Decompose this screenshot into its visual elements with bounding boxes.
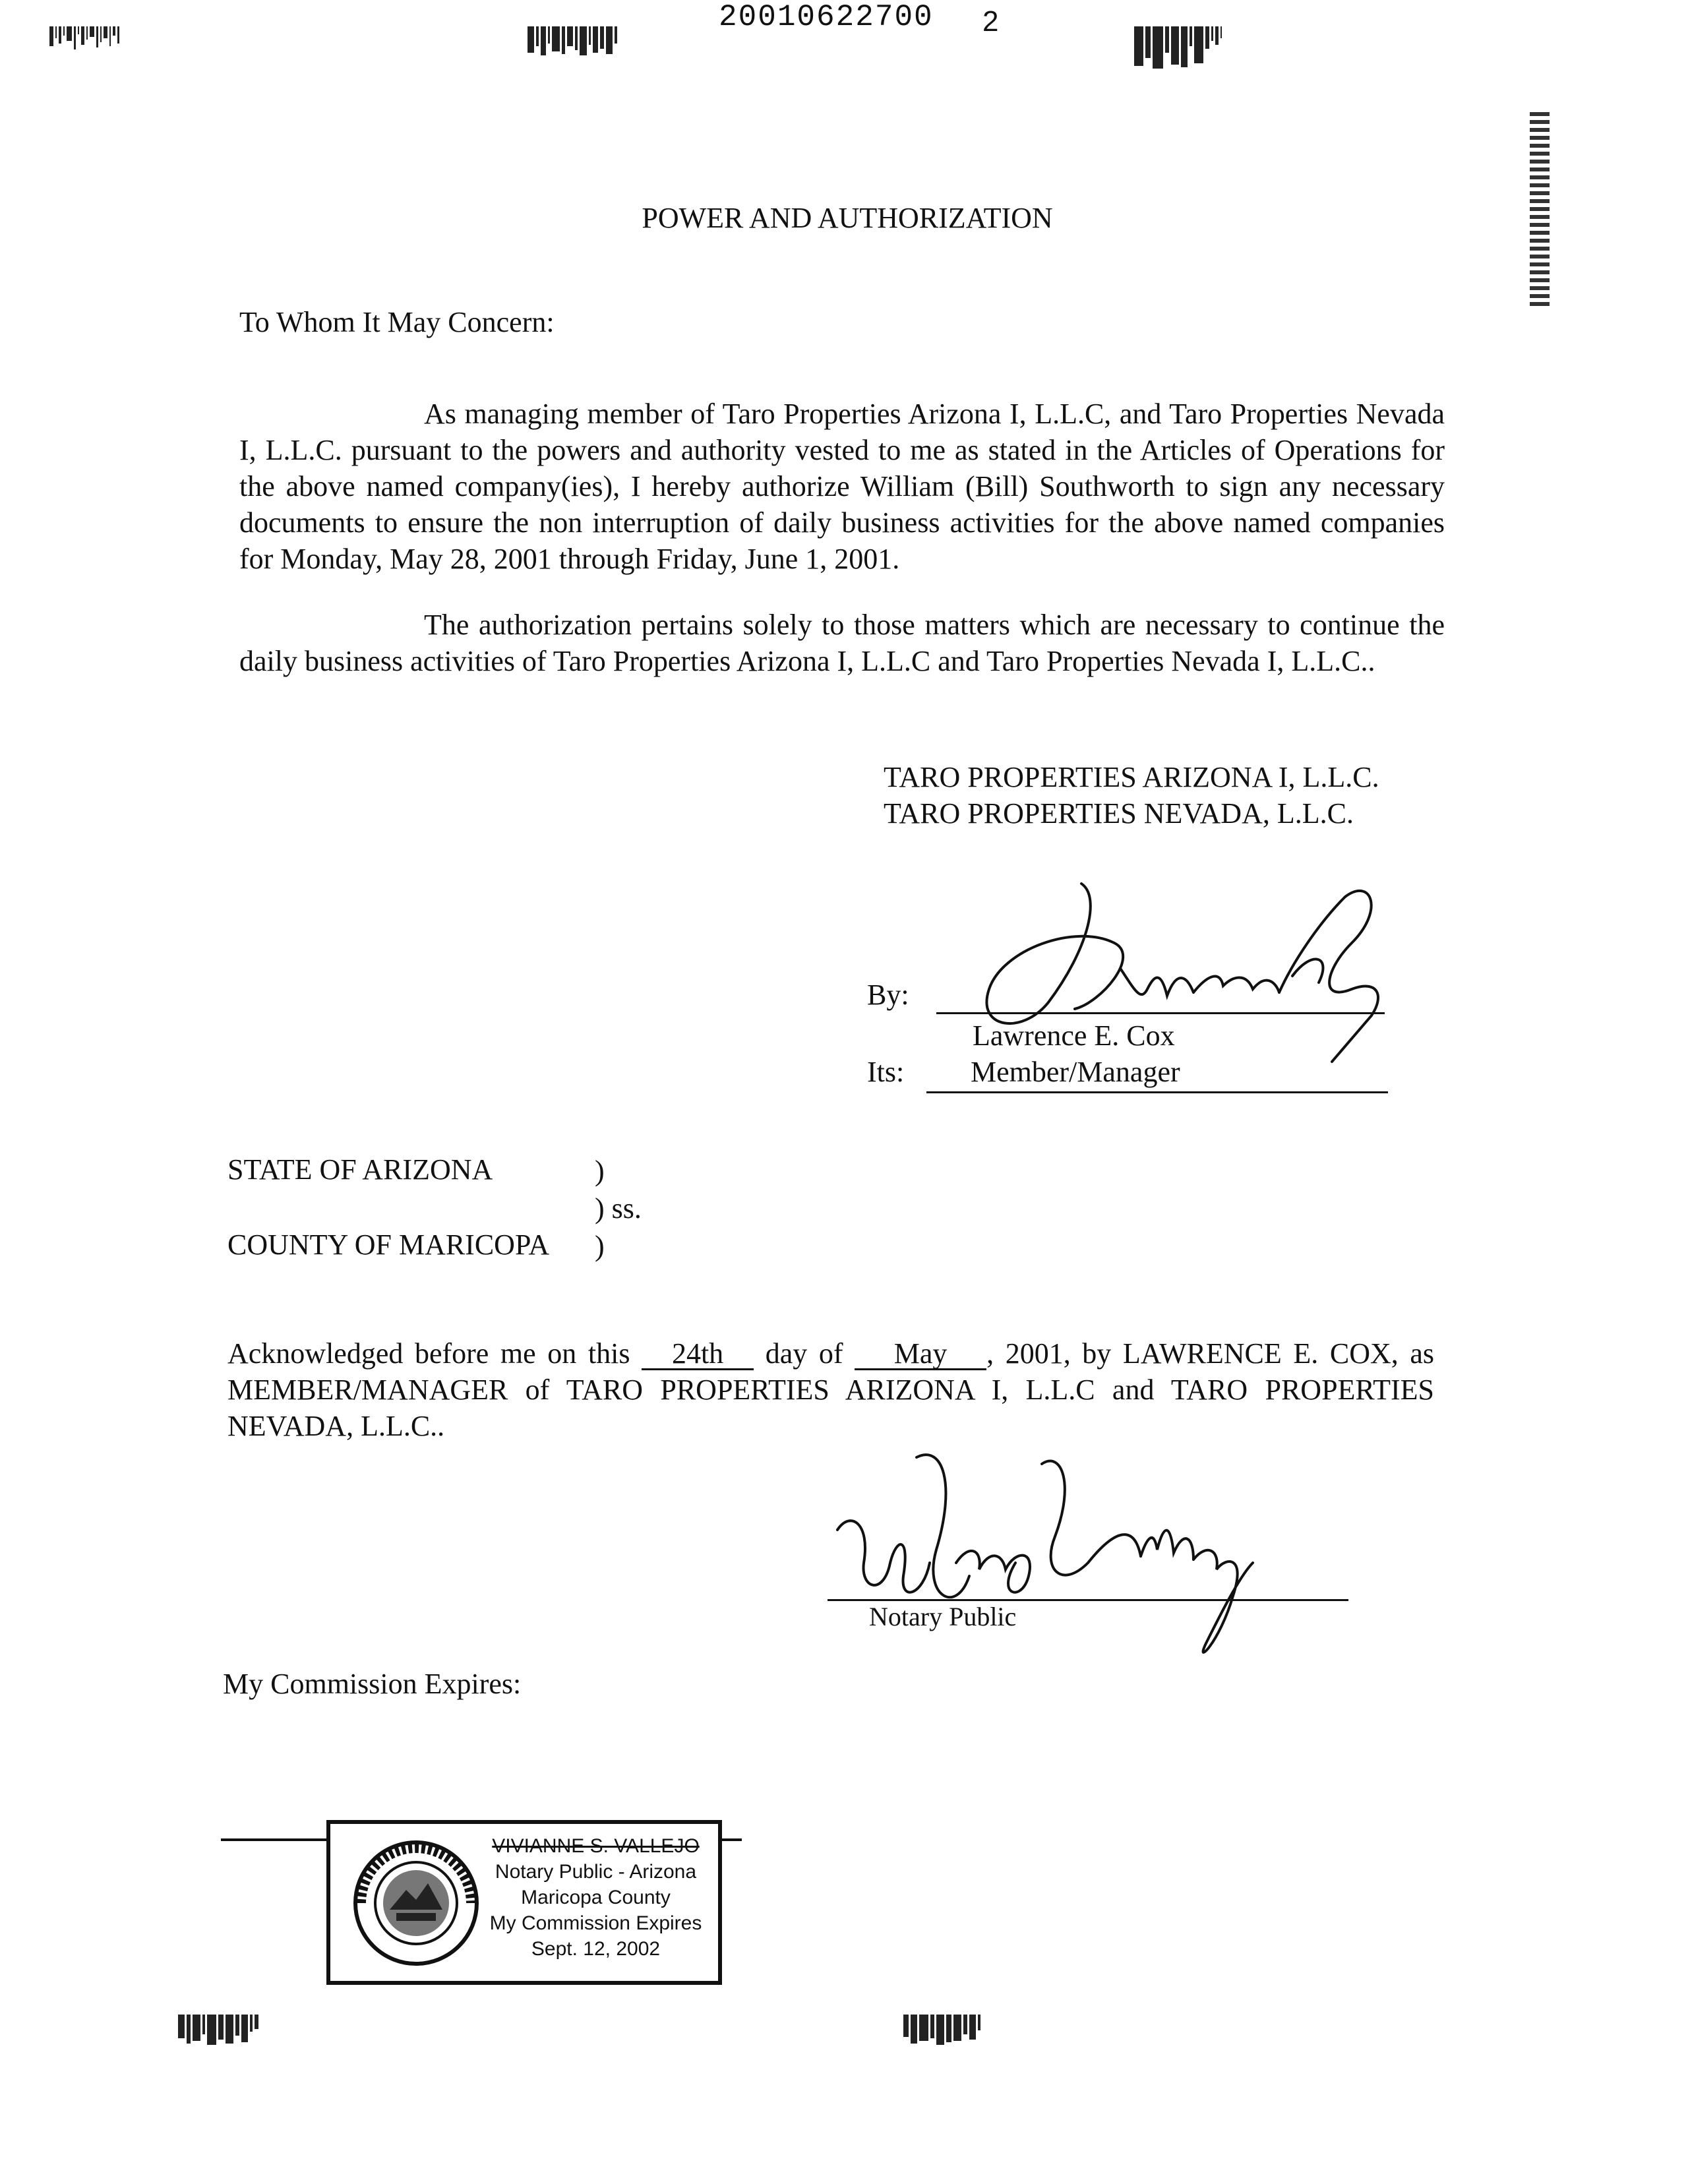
paragraph-authorization: As managing member of Taro Properties Arizona I, L.L.C, and Taro Properties Nevada I, L.L.C. pursuant to the powers and authority vested to me as stated in the Articles of Operations for the above named company(ies), I hereby authorize William (Bill) Southworth to sign any necessary documents to ensure the non interruption of daily business activities for the above named companies for Monday, May 28, 2001 through Friday, June 1, 2001.: [239, 398, 1445, 575]
acknowledgment-text: [227, 1335, 1434, 1444]
state-seal-icon: [350, 1837, 482, 1969]
stamp-commission: My Commission Expires: [489, 1912, 702, 1934]
venue-paren-bottom: ): [595, 1230, 605, 1262]
venue-county: COUNTY OF MARICOPA: [227, 1228, 550, 1261]
venue-paren-top: ): [595, 1155, 605, 1187]
document-number: 20010622700: [719, 0, 934, 34]
its-value: Member/Manager: [971, 1056, 1180, 1088]
by-label: By:: [867, 979, 909, 1011]
stamp-text: [469, 1833, 723, 1962]
document-title: POWER AND AUTHORIZATION: [642, 202, 1053, 234]
notary-stamp: [326, 1820, 722, 1985]
commission-expires-label: My Commission Expires:: [223, 1668, 522, 1700]
scan-noise-header-right: [1134, 26, 1596, 73]
scan-noise-footer-right: [903, 2015, 1273, 2061]
page-number: 2: [982, 5, 999, 38]
ack-day: 24th: [642, 1339, 754, 1370]
its-label: Its:: [867, 1056, 905, 1088]
salutation: To Whom It May Concern:: [239, 306, 555, 338]
ack-suffix: , 2001, by LAWRENCE E. COX, as MEMBER/MANAGER of TARO PROPERTIES ARIZONA I, L.L.C and TARO PROPERTIES NEVADA, L.L.C..: [227, 1337, 1435, 1442]
scan-noise-footer-left: [178, 2015, 547, 2061]
signature-notary: [824, 1444, 1325, 1675]
stamp-notary-name: VIVIANNE S. VALLEJO: [492, 1835, 700, 1857]
ack-month: May: [855, 1339, 986, 1370]
venue-ss: ) ss.: [595, 1192, 642, 1225]
stamp-county: Maricopa County: [521, 1887, 671, 1908]
stamp-notary-title: Notary Public - Arizona: [495, 1861, 697, 1883]
scan-noise-header-left: [49, 26, 419, 73]
notary-public-label: Notary Public: [869, 1602, 1017, 1631]
signature-line: [936, 1012, 1385, 1014]
signer-name: Lawrence E. Cox: [973, 1019, 1175, 1052]
company-name-arizona: TARO PROPERTIES ARIZONA I, L.L.C.: [884, 761, 1379, 793]
ack-day-of: day of: [765, 1337, 843, 1370]
company-name-nevada: TARO PROPERTIES NEVADA, L.L.C.: [884, 797, 1354, 830]
venue-state: STATE OF ARIZONA: [227, 1153, 493, 1186]
its-line: [926, 1091, 1388, 1093]
stamp-expiry-date: Sept. 12, 2002: [531, 1938, 661, 1960]
ack-prefix: Acknowledged before me on this: [227, 1337, 630, 1370]
paragraph-scope: The authorization pertains solely to those matters which are necessary to continue the daily business activities of Taro Properties Arizona I, L.L.C and Taro Properties Nevada I, L.L.C..: [239, 609, 1445, 677]
